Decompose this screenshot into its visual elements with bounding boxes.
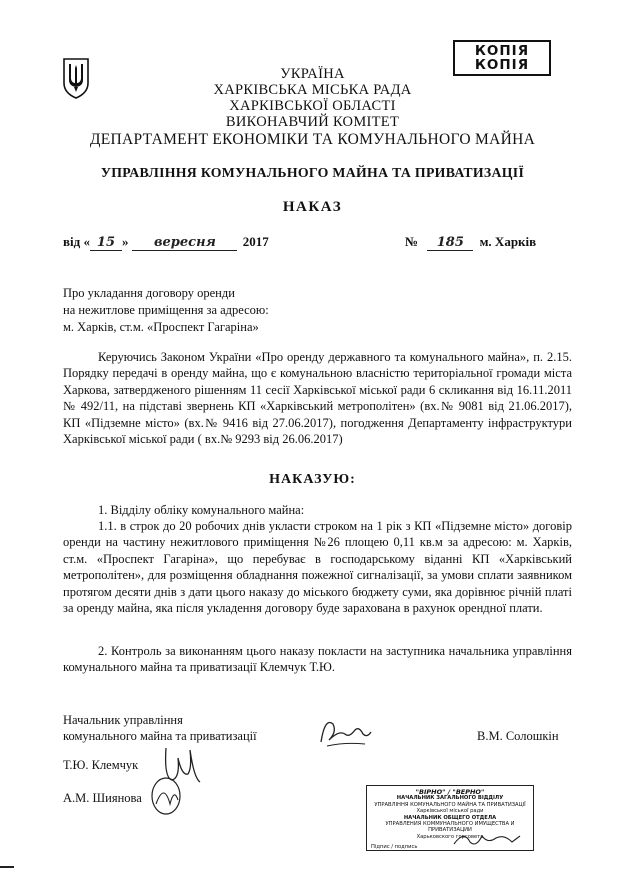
verify-stamp-line2: УПРАВЛІННЯ КОМУНАЛЬНОГО МАЙНА ТА ПРИВАТИЗАЦІЇ: [374, 801, 526, 808]
order-city: м. Харків: [479, 234, 537, 249]
header-department: ДЕПАРТАМЕНТ ЕКОНОМІКИ ТА КОМУНАЛЬНОГО МАЙНА: [89, 131, 536, 148]
copy-stamp-line1: КОПІЯ: [474, 43, 530, 59]
approval-person2: А.М. Шиянова: [63, 791, 142, 805]
number-value: 185: [427, 235, 473, 251]
verify-stamp-line6: Харьковского горсовета: [416, 833, 484, 840]
header-country: УКРАЇНА: [280, 66, 345, 82]
approval2-signature-icon: [146, 774, 188, 818]
date-prefix: від «: [63, 234, 90, 249]
header-committee: ВИКОНАВЧИЙ КОМІТЕТ: [225, 114, 400, 130]
date-year: 2017: [242, 234, 269, 249]
verify-stamp-line1: НАЧАЛЬНИК ЗАГАЛЬНОГО ВІДДІЛУ: [396, 795, 504, 802]
number-label: №: [405, 234, 419, 249]
director-signature-icon: [315, 712, 375, 752]
subject-line3: м. Харків, ст.м. «Проспект Гагаріна»: [63, 320, 259, 334]
order-date: [63, 234, 269, 251]
subject-line1: Про укладання договору оренди: [63, 286, 235, 300]
signatory-name: В.М. Солошкін: [477, 729, 559, 743]
header-office: УПРАВЛІННЯ КОМУНАЛЬНОГО МАЙНА ТА ПРИВАТИЗАЦІЇ: [100, 165, 525, 180]
verify-stamp-line3: Харківської міської ради: [416, 808, 484, 815]
scan-edge-mark: [0, 866, 14, 868]
order-number: [405, 234, 536, 251]
date-day: 15: [90, 235, 122, 251]
order-word: НАКАЗУЮ:: [269, 472, 356, 487]
item-1: 1. Відділу обліку комунального майна:: [98, 503, 305, 517]
verify-stamp-title: "ВІРНО" / "ВЕРНО": [415, 788, 485, 796]
approval-person1: Т.Ю. Клемчук: [63, 758, 139, 772]
verify-stamp-line5: УПРАВЛЕНИЯ КОММУНАЛЬНОГО ИМУЩЕСТВА И ПРИВАТИЗАЦИИ: [385, 821, 515, 834]
date-separator: »: [121, 234, 129, 249]
preamble: Керуючись Законом України «Про оренду державного та комунального майна», п. 2.15. Порядку передачі в оренду майна, що є комунальною власністю територіальної громади міста Харкова, затвердженого рішенням 11 сесії Харківської міської ради 6 скликання від 16.11.2011 № 492/11, на підставі звернень КП «Харківський метрополітен» (вх.№ 9081 від 21.06.2017), КП «Підземне місто» (вх.№ 9416 від 27.06.2017), погодження Департаменту інфраструктури Харківської міської ради ( вх.№ 9293 від 26.06.2017): [63, 350, 572, 447]
header-region: ХАРКІВСЬКОЇ ОБЛАСТІ: [229, 98, 396, 114]
header-council: ХАРКІВСЬКА МІСЬКА РАДА: [213, 82, 412, 98]
copy-stamp-line2: КОПІЯ: [474, 57, 530, 73]
verify-signature-icon: [452, 828, 522, 850]
item-1-1: 1.1. в строк до 20 робочих днів укласти строком на 1 рік з КП «Підземне місто» договір оренди на частину нежитлового приміщення №26 площею 0,11 кв.м за адресою: м. Харків, ст.м. «Проспект Гагаріна», що перебуває в господарському віданні КП «Харківський метрополітен», для розміщення обладнання пожежної сигналізації, за умови сплати заявником протягом десяти днів з дати цього наказу до міського бюджету суми, яка дорівнює річній платі за оренду майна, яка після укладення договору буде зарахована в рахунок орендної плати.: [63, 519, 572, 616]
signatory-title-line1: Начальник управління: [63, 713, 183, 727]
signatory-title-line2: комунального майна та приватизації: [63, 729, 257, 743]
verify-stamp-line4: НАЧАЛЬНИК ОБЩЕГО ОТДЕЛА: [403, 814, 497, 821]
subject-line2: на нежитлове приміщення за адресою:: [63, 303, 269, 317]
document-title: НАКАЗ: [282, 199, 343, 215]
verify-stamp-sign-label: Підпис / подпись: [371, 844, 418, 851]
date-month: вересня: [132, 235, 237, 251]
item-2: 2. Контроль за виконанням цього наказу покласти на заступника начальника управління комунального майна та приватизації Клемчук Т.Ю.: [63, 644, 572, 675]
